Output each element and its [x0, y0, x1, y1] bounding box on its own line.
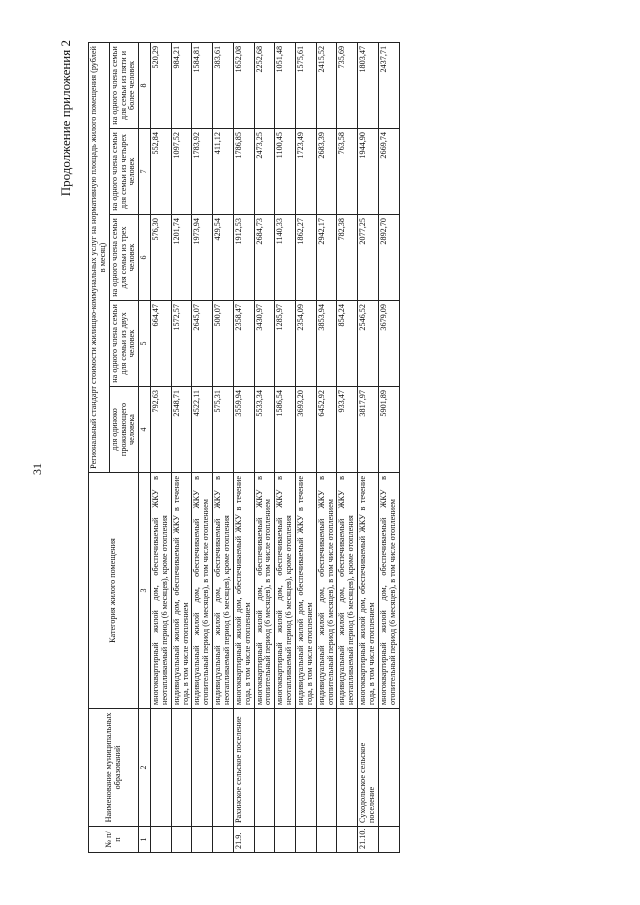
table-row [192, 42, 213, 852]
header-group-title: Региональный стандарт стоимости жилищно-коммунальных услуг на нормативную площадь жилого помещения (рублей в месяц) [89, 42, 110, 472]
row-value: 2546,52 [358, 301, 379, 387]
row-value: 3693,20 [295, 387, 316, 473]
row-value: 1862,27 [295, 215, 316, 301]
row-value: 6452,92 [316, 387, 337, 473]
row-value: 383,61 [213, 42, 234, 128]
row-value: 3430,97 [254, 301, 275, 387]
table-row [378, 42, 399, 852]
row-number [378, 827, 399, 853]
row-municipality [275, 709, 296, 827]
row-value: 1783,92 [192, 129, 213, 215]
subheader-cell: на одного члена семьи для семьи из двух человек [109, 301, 139, 387]
table-row [337, 42, 358, 852]
row-value: 854,24 [337, 301, 358, 387]
row-category: индивидуальный жилой дом, обеспечиваемый ЖКУ в течение года, в том числе отоплением [171, 473, 192, 709]
row-number [295, 827, 316, 853]
row-value: 1584,81 [192, 42, 213, 128]
row-municipality [378, 709, 399, 827]
row-value: 1944,90 [358, 129, 379, 215]
row-value: 2669,74 [378, 129, 399, 215]
row-number [171, 827, 192, 853]
row-value: 2358,47 [233, 301, 254, 387]
row-category: индивидуальный жилой дом, обеспечиваемый ЖКУ в течение года, в том числе отоплением [295, 473, 316, 709]
row-number [254, 827, 275, 853]
row-value: 984,21 [171, 42, 192, 128]
appendix-title: Продолжение приложения 2 [58, 40, 73, 197]
table-row [171, 42, 192, 852]
row-value: 2077,25 [358, 215, 379, 301]
row-value: 1723,49 [295, 129, 316, 215]
row-value: 2892,70 [378, 215, 399, 301]
index-cell: 4 [139, 387, 151, 473]
header-municipality: Наименование муниципальных образований [89, 709, 139, 827]
row-value: 2415,52 [316, 42, 337, 128]
index-cell: 3 [139, 473, 151, 709]
row-value: 735,69 [337, 42, 358, 128]
page-number: 31 [30, 463, 44, 475]
row-value: 1786,85 [233, 129, 254, 215]
row-number [213, 827, 234, 853]
row-value: 2473,25 [254, 129, 275, 215]
row-value: 520,29 [150, 42, 171, 128]
row-value: 2684,73 [254, 215, 275, 301]
row-number [192, 827, 213, 853]
row-value: 1586,54 [275, 387, 296, 473]
row-value: 500,07 [213, 301, 234, 387]
table-row [316, 42, 337, 852]
index-cell: 6 [139, 215, 151, 301]
row-value: 1100,45 [275, 129, 296, 215]
row-municipality [316, 709, 337, 827]
row-value: 1285,97 [275, 301, 296, 387]
row-value: 664,47 [150, 301, 171, 387]
row-value: 933,47 [337, 387, 358, 473]
row-value: 1575,61 [295, 42, 316, 128]
header-row [89, 42, 110, 852]
row-category: индивидуальный жилой дом, обеспечиваемый ЖКУ в неотапливаемый период (6 месяцев), кроме отопления [337, 473, 358, 709]
table-row [213, 42, 234, 852]
row-category: многоквартирный жилой дом, обеспечиваемый ЖКУ в течение года, в том числе отоплением [233, 473, 254, 709]
row-number [275, 827, 296, 853]
row-value: 1051,48 [275, 42, 296, 128]
row-value: 5533,34 [254, 387, 275, 473]
table-body [150, 42, 399, 852]
row-value: 2354,09 [295, 301, 316, 387]
row-value: 1140,33 [275, 215, 296, 301]
row-number: 21.10. [358, 827, 379, 853]
row-municipality [192, 709, 213, 827]
housing-cost-table [88, 42, 400, 853]
row-value: 4522,11 [192, 387, 213, 473]
row-number [337, 827, 358, 853]
row-value: 1803,47 [358, 42, 379, 128]
index-cell: 5 [139, 301, 151, 387]
subheader-cell: на одного члена семьи для семьи из трех человек [109, 215, 139, 301]
row-municipality [295, 709, 316, 827]
row-value: 411,12 [213, 129, 234, 215]
row-value: 1201,74 [171, 215, 192, 301]
row-value: 5901,89 [378, 387, 399, 473]
row-value: 2942,17 [316, 215, 337, 301]
table-row [275, 42, 296, 852]
row-value: 1572,57 [171, 301, 192, 387]
row-value: 1912,53 [233, 215, 254, 301]
row-category: многоквартирный жилой дом, обеспечиваемый ЖКУ в отопительный период (6 месяцев), в том числе отоплением [378, 473, 399, 709]
row-value: 1973,94 [192, 215, 213, 301]
row-category: индивидуальный жилой дом, обеспечиваемый ЖКУ в отопительный период (6 месяцев), в том числе отоплением [316, 473, 337, 709]
index-cell: 8 [139, 42, 151, 128]
row-municipality [337, 709, 358, 827]
row-value: 3559,94 [233, 387, 254, 473]
row-value: 2683,39 [316, 129, 337, 215]
header-category: Категория жилого помещения [89, 473, 139, 709]
subheader-cell: на одного члена семьи для семьи из пяти и более человек [109, 42, 139, 128]
row-value: 3853,94 [316, 301, 337, 387]
row-value: 552,84 [150, 129, 171, 215]
index-cell: 1 [139, 827, 151, 853]
row-value: 576,30 [150, 215, 171, 301]
row-number: 21.9. [233, 827, 254, 853]
row-value: 3817,97 [358, 387, 379, 473]
row-value: 792,63 [150, 387, 171, 473]
index-cell: 7 [139, 129, 151, 215]
row-value: 2437,71 [378, 42, 399, 128]
table-row [254, 42, 275, 852]
row-value: 1097,52 [171, 129, 192, 215]
row-value: 763,58 [337, 129, 358, 215]
table-row [233, 42, 254, 852]
row-category: многоквартирный жилой дом, обеспечиваемый ЖКУ в неотапливаемый период (6 месяцев), кроме отопления [150, 473, 171, 709]
row-municipality [213, 709, 234, 827]
row-value: 429,54 [213, 215, 234, 301]
row-value: 3679,09 [378, 301, 399, 387]
row-municipality [254, 709, 275, 827]
row-value: 1652,08 [233, 42, 254, 128]
row-municipality: Суходольское сельское поселение [358, 709, 379, 827]
row-value: 2252,68 [254, 42, 275, 128]
row-municipality [171, 709, 192, 827]
row-category: многоквартирный жилой дом, обеспечиваемый ЖКУ в неотапливаемый период (6 месяцев), кроме отопления [275, 473, 296, 709]
row-category: индивидуальный жилой дом, обеспечиваемый ЖКУ в неотапливаемый период (6 месяцев), кроме отопления [213, 473, 234, 709]
row-value: 2548,71 [171, 387, 192, 473]
row-category: многоквартирный жилой дом, обеспечиваемый ЖКУ в отопительный период (6 месяцев), в том числе отоплением [254, 473, 275, 709]
table-row [150, 42, 171, 852]
header-num: № п/п [89, 827, 139, 853]
row-number [150, 827, 171, 853]
subheader-cell: на одного члена семьи для семьи из четырех человек [109, 129, 139, 215]
subheader-cell: для одиноко проживающего человека [109, 387, 139, 473]
row-category: индивидуальный жилой дом, обеспечиваемый ЖКУ в отопительный период (6 месяцев), в том числе отоплением [192, 473, 213, 709]
index-row [139, 42, 151, 852]
row-category: многоквартирный жилой дом, обеспечиваемый ЖКУ в течение года, в том числе отоплением [358, 473, 379, 709]
row-municipality: Рахинское сельское поселение [233, 709, 254, 827]
table-row [358, 42, 379, 852]
row-value: 575,31 [213, 387, 234, 473]
table-row [295, 42, 316, 852]
index-cell: 2 [139, 709, 151, 827]
row-municipality [150, 709, 171, 827]
row-value: 782,38 [337, 215, 358, 301]
row-number [316, 827, 337, 853]
row-value: 2645,07 [192, 301, 213, 387]
